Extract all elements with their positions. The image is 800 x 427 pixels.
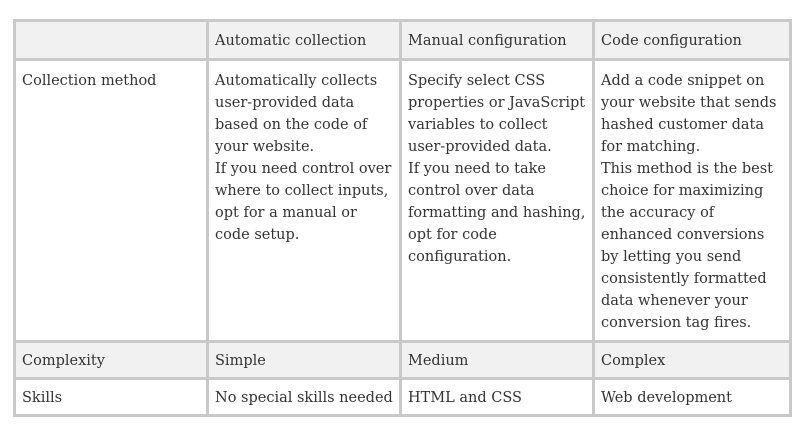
header-code-configuration: Code configuration — [594, 21, 791, 60]
cell-code-skills: Web development — [594, 379, 791, 416]
cell-text: This method is the best choice for maximizing the accuracy of enhanced conversions by letting you send consistently formatted data whenever your conversion tag fires. — [601, 161, 773, 331]
cell-text: Automatically collects user-provided data based on the code of your website. — [215, 73, 378, 155]
cell-automatic-skills: No special skills needed — [208, 379, 401, 416]
cell-manual-complexity: Medium — [401, 342, 594, 379]
cell-manual-method — [401, 60, 594, 342]
row-complexity — [15, 342, 791, 379]
row-label: Complexity — [15, 342, 208, 379]
header-corner-cell — [15, 21, 208, 60]
cell-text: If you need to take control over data formatting and hashing, opt for code configuration. — [408, 161, 586, 265]
cell-code-complexity: Complex — [594, 342, 791, 379]
row-label: Skills — [15, 379, 208, 416]
comparison-table — [13, 19, 792, 417]
row-label: Collection method — [15, 60, 208, 342]
header-manual-configuration: Manual configuration — [401, 21, 594, 60]
cell-text: Specify select CSS properties or JavaScript variables to collect user-provided data. — [408, 73, 586, 155]
cell-code-method — [594, 60, 791, 342]
row-collection-method — [15, 60, 791, 342]
cell-automatic-complexity: Simple — [208, 342, 401, 379]
row-skills — [15, 379, 791, 416]
cell-manual-skills: HTML and CSS — [401, 379, 594, 416]
cell-text: If you need control over where to collect inputs, opt for a manual or code setup. — [215, 161, 392, 243]
header-row — [15, 21, 791, 60]
cell-automatic-method — [208, 60, 401, 342]
cell-text: Add a code snippet on your website that sends hashed customer data for matching. — [601, 73, 777, 155]
header-automatic-collection: Automatic collection — [208, 21, 401, 60]
